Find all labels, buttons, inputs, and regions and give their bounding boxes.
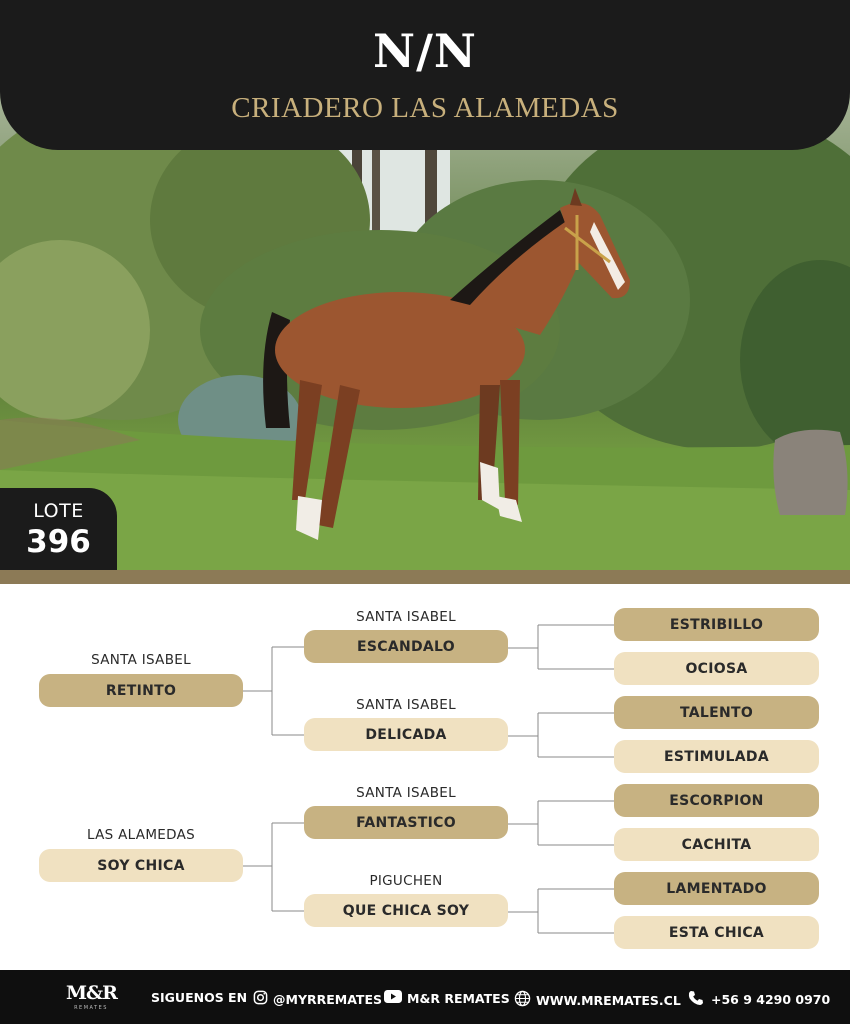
dam-sire-sire-name: ESCORPION	[614, 784, 819, 817]
logo-subtitle: REMATES	[74, 1005, 108, 1011]
instagram-handle: @MYRREMATES	[273, 991, 382, 1007]
dam-sire-origin: SANTA ISABEL	[356, 785, 456, 801]
instagram-icon	[253, 990, 268, 1008]
lote-badge	[0, 488, 117, 570]
instagram-link[interactable]	[253, 990, 382, 1008]
youtube-channel: M&R REMATES	[407, 990, 510, 1006]
globe-icon	[514, 990, 531, 1010]
pedigree-chart	[0, 584, 850, 970]
sire-sire-origin: SANTA ISABEL	[356, 609, 456, 625]
breeder-name: CRIADERO LAS ALAMEDAS	[231, 92, 619, 124]
sire-sire-sire-name: ESTRIBILLO	[614, 608, 819, 641]
logo-mark: M&R	[66, 982, 117, 1004]
dam-sire-dam-name: CACHITA	[614, 828, 819, 861]
sire-dam-name: DELICADA	[304, 718, 508, 751]
follow-label	[151, 990, 247, 1005]
lote-label: LOTE	[33, 500, 84, 522]
gold-divider	[0, 570, 850, 584]
horse-name-title: N/N	[373, 24, 477, 78]
dam-dam-origin: PIGUCHEN	[369, 873, 443, 889]
dam-dam-sire-name: LAMENTADO	[614, 872, 819, 905]
phone-number: +56 9 4290 0970	[711, 992, 831, 1007]
dam-dam-dam-name: ESTA CHICA	[614, 916, 819, 949]
follow-text: SIGUENOS EN	[151, 990, 248, 1005]
website-url: WWW.MREMATES.CL	[536, 992, 681, 1008]
sire-sire-name: ESCANDALO	[304, 630, 508, 663]
dam-origin: LAS ALAMEDAS	[87, 827, 195, 843]
sire-origin: SANTA ISABEL	[91, 652, 191, 668]
dam-sire-name: FANTASTICO	[304, 806, 508, 839]
youtube-icon	[384, 990, 402, 1006]
sire-dam-origin: SANTA ISABEL	[356, 697, 456, 713]
dam-name: SOY CHICA	[39, 849, 243, 882]
dam-dam-name: QUE CHICA SOY	[304, 894, 508, 927]
header-band	[0, 0, 850, 150]
mr-remates-logo	[66, 982, 116, 1014]
sire-sire-dam-name: OCIOSA	[614, 652, 819, 685]
phone-icon	[688, 990, 704, 1009]
phone-link[interactable]	[688, 990, 830, 1009]
sire-dam-sire-name: TALENTO	[614, 696, 819, 729]
sire-dam-dam-name: ESTIMULADA	[614, 740, 819, 773]
lote-number: 396	[26, 524, 91, 560]
footer-bar	[0, 970, 850, 1024]
sire-name: RETINTO	[39, 674, 243, 707]
website-link[interactable]	[514, 990, 681, 1010]
youtube-link[interactable]	[384, 990, 510, 1006]
